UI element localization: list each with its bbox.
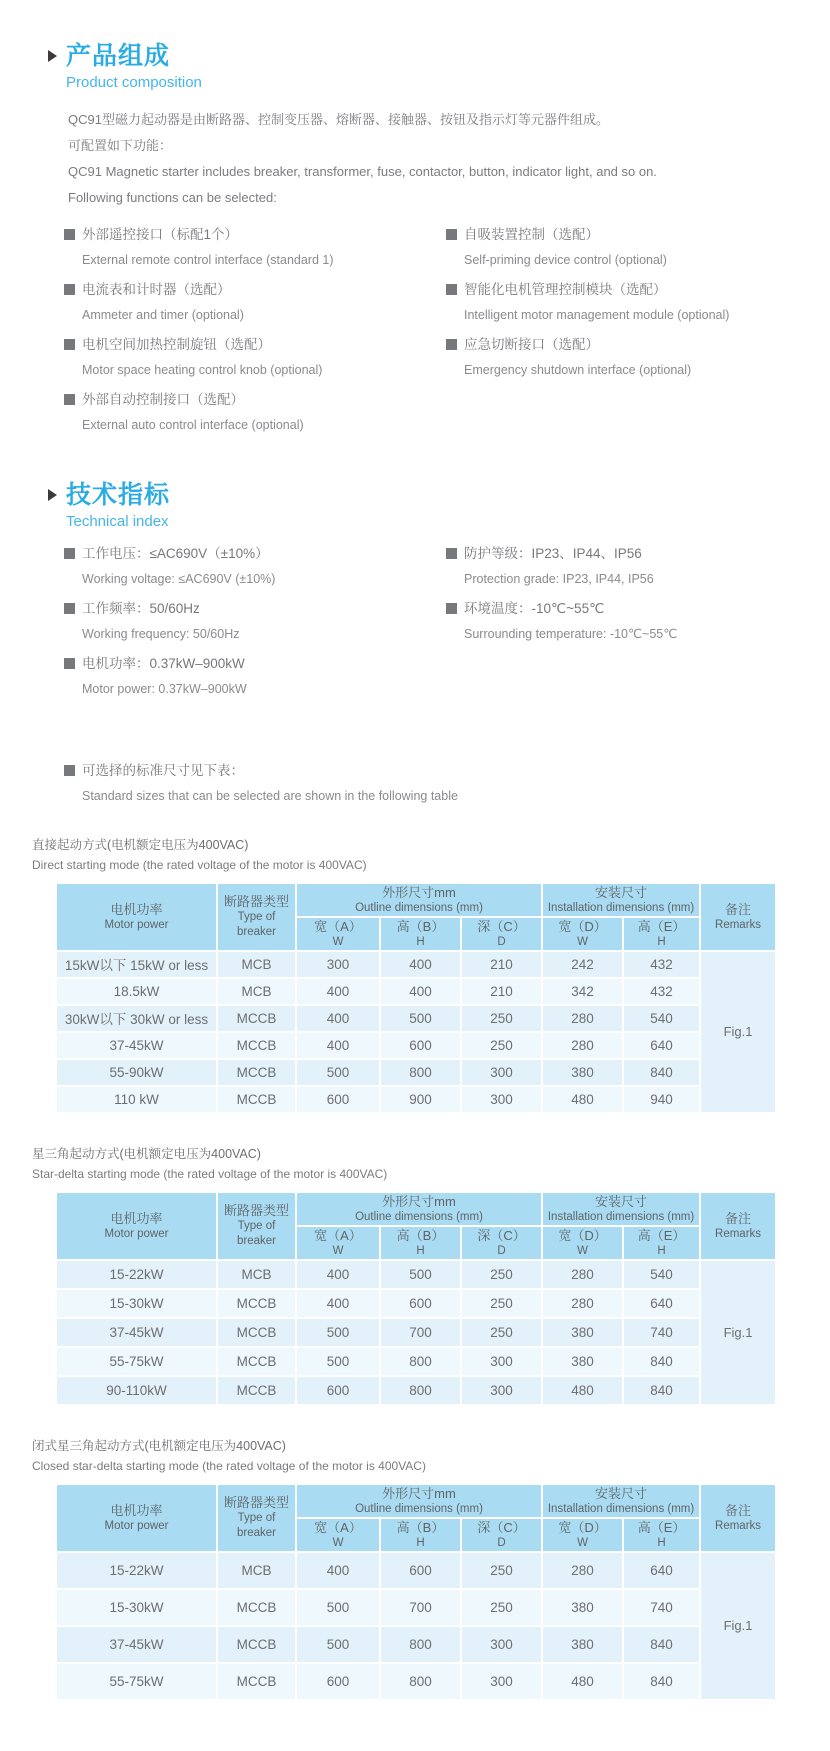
header-breaker-type: 断路器类型 Type of breaker bbox=[217, 1484, 296, 1552]
table-cell: 280 bbox=[542, 1552, 623, 1589]
table-cell: 15kW以下 15kW or less bbox=[56, 951, 217, 978]
spec-item bbox=[64, 544, 446, 588]
table-cell: 280 bbox=[542, 1289, 623, 1318]
table-cell: MCCB bbox=[217, 1059, 296, 1086]
table-cell: 250 bbox=[461, 1589, 542, 1626]
table-cell: 600 bbox=[380, 1032, 461, 1059]
intro-line: Following functions can be selected: bbox=[68, 189, 277, 205]
header-height-b: 高（B） H bbox=[380, 917, 461, 951]
header-outline-dimensions: 外形尺寸mm Outline dimensions (mm) bbox=[296, 883, 542, 917]
feature-column-right bbox=[446, 225, 780, 445]
triangle-bullet-icon bbox=[48, 489, 57, 501]
table-cell: 380 bbox=[542, 1059, 623, 1086]
table-cell: 600 bbox=[296, 1663, 380, 1700]
dimension-table-star-delta bbox=[55, 1191, 777, 1406]
table-cell: MCCB bbox=[217, 1005, 296, 1032]
table-cell: MCCB bbox=[217, 1589, 296, 1626]
table-cell: 840 bbox=[623, 1663, 700, 1700]
table-cell: 600 bbox=[296, 1376, 380, 1405]
feature-zh: 外部遥控接口（标配1个） bbox=[82, 226, 239, 242]
table-cell: 400 bbox=[296, 1289, 380, 1318]
header-width-a: 宽（A） W bbox=[296, 1226, 380, 1260]
table-header bbox=[56, 1192, 776, 1260]
table-cell: 380 bbox=[542, 1318, 623, 1347]
spec-item bbox=[446, 544, 780, 588]
table-header bbox=[56, 1484, 776, 1552]
header-outline-dimensions: 外形尺寸mm Outline dimensions (mm) bbox=[296, 1484, 542, 1518]
section-table-direct bbox=[32, 835, 780, 1114]
spec-item bbox=[64, 599, 446, 643]
table-cell: 55-90kW bbox=[56, 1059, 217, 1086]
table-cell: 640 bbox=[623, 1289, 700, 1318]
header-width-d: 宽（D） W bbox=[542, 917, 623, 951]
header-depth-c: 深（C） D bbox=[461, 1226, 542, 1260]
table-row bbox=[56, 1318, 776, 1347]
table-cell: MCCB bbox=[217, 1086, 296, 1113]
table-cell: 400 bbox=[296, 1032, 380, 1059]
table-cell: 800 bbox=[380, 1376, 461, 1405]
table-caption-zh: 星三角起动方式(电机额定电压为400VAC) bbox=[32, 1146, 261, 1161]
feature-item bbox=[64, 390, 446, 434]
table-row bbox=[56, 978, 776, 1005]
table-cell: 500 bbox=[296, 1059, 380, 1086]
spec-zh: 电机功率：0.37kW–900kW bbox=[82, 655, 245, 671]
table-row bbox=[56, 1663, 776, 1700]
spec-zh: 工作电压：≤AC690V（±10%） bbox=[82, 545, 269, 561]
table-cell: 600 bbox=[296, 1086, 380, 1113]
feature-zh: 智能化电机管理控制模块（选配） bbox=[464, 281, 667, 297]
feature-en: External auto control interface (optional) bbox=[82, 417, 304, 432]
triangle-bullet-icon bbox=[48, 50, 57, 62]
table-cell: 15-30kW bbox=[56, 1589, 217, 1626]
feature-item bbox=[446, 335, 780, 379]
square-bullet-icon bbox=[64, 394, 75, 405]
section-title-zh: 产品组成 bbox=[66, 42, 171, 70]
table-cell: 432 bbox=[623, 978, 700, 1005]
feature-list bbox=[64, 225, 780, 445]
table-cell: 380 bbox=[542, 1589, 623, 1626]
table-cell: 400 bbox=[296, 1260, 380, 1289]
table-cell: 15-22kW bbox=[56, 1260, 217, 1289]
table-row bbox=[56, 1376, 776, 1405]
feature-en: Emergency shutdown interface (optional) bbox=[464, 362, 692, 377]
table-cell: 280 bbox=[542, 1260, 623, 1289]
table-cell: 380 bbox=[542, 1626, 623, 1663]
square-bullet-icon bbox=[446, 229, 457, 240]
table-cell: 740 bbox=[623, 1589, 700, 1626]
square-bullet-icon bbox=[64, 658, 75, 669]
feature-zh: 自吸装置控制（选配） bbox=[464, 226, 599, 242]
table-cell: 500 bbox=[380, 1005, 461, 1032]
table-cell: MCCB bbox=[217, 1376, 296, 1405]
section-title-zh: 技术指标 bbox=[66, 480, 171, 509]
header-height-e: 高（E） H bbox=[623, 917, 700, 951]
table-cell: 250 bbox=[461, 1318, 542, 1347]
table-cell: 500 bbox=[296, 1589, 380, 1626]
intro-line: QC91型磁力起动器是由断路器、控制变压器、熔断器、接触器、按钮及指示灯等元器件组成。 bbox=[68, 111, 609, 127]
table-cell: 400 bbox=[380, 978, 461, 1005]
feature-item bbox=[64, 335, 446, 379]
table-body bbox=[56, 951, 776, 1113]
header-breaker-type: 断路器类型 Type of breaker bbox=[217, 1192, 296, 1260]
table-cell: 940 bbox=[623, 1086, 700, 1113]
table-cell: MCB bbox=[217, 951, 296, 978]
feature-en: Intelligent motor management module (optional) bbox=[464, 307, 730, 322]
header-installation-dimensions: 安装尺寸 Installation dimensions (mm) bbox=[542, 1484, 700, 1518]
spec-column-left bbox=[64, 544, 446, 709]
header-depth-c: 深（C） D bbox=[461, 917, 542, 951]
table-cell: 210 bbox=[461, 978, 542, 1005]
table-row bbox=[56, 951, 776, 978]
table-cell: MCB bbox=[217, 1260, 296, 1289]
sizes-note-zh: 可选择的标准尺寸见下表： bbox=[82, 762, 244, 778]
table-cell: 400 bbox=[296, 978, 380, 1005]
square-bullet-icon bbox=[64, 765, 75, 776]
section-title-en: Product composition bbox=[66, 73, 202, 91]
header-width-d: 宽（D） W bbox=[542, 1518, 623, 1552]
table-cell: 700 bbox=[380, 1589, 461, 1626]
table-cell: 600 bbox=[380, 1289, 461, 1318]
table-row bbox=[56, 1626, 776, 1663]
spec-zh: 环境温度：-10℃~55℃ bbox=[464, 600, 605, 616]
table-cell: 110 kW bbox=[56, 1086, 217, 1113]
spec-en: Surrounding temperature: -10℃~55℃ bbox=[464, 626, 678, 641]
table-body bbox=[56, 1552, 776, 1700]
table-cell: 300 bbox=[461, 1663, 542, 1700]
table-cell: 800 bbox=[380, 1626, 461, 1663]
header-height-b: 高（B） H bbox=[380, 1518, 461, 1552]
square-bullet-icon bbox=[446, 548, 457, 559]
table-cell: 500 bbox=[296, 1318, 380, 1347]
spec-item bbox=[446, 599, 780, 643]
table-cell: 840 bbox=[623, 1059, 700, 1086]
table-cell: 400 bbox=[380, 951, 461, 978]
table-cell: 300 bbox=[296, 951, 380, 978]
table-row bbox=[56, 1005, 776, 1032]
section-title-row bbox=[48, 481, 780, 510]
table-cell: 300 bbox=[461, 1059, 542, 1086]
table-cell: 740 bbox=[623, 1318, 700, 1347]
header-height-e: 高（E） H bbox=[623, 1226, 700, 1260]
square-bullet-icon bbox=[64, 339, 75, 350]
table-cell: 400 bbox=[296, 1005, 380, 1032]
table-row bbox=[56, 1032, 776, 1059]
table-cell: 840 bbox=[623, 1626, 700, 1663]
table-cell: 640 bbox=[623, 1552, 700, 1589]
header-width-a: 宽（A） W bbox=[296, 917, 380, 951]
spec-column-right bbox=[446, 544, 780, 709]
section-product-composition bbox=[48, 42, 780, 445]
table-cell: MCB bbox=[217, 978, 296, 1005]
header-remarks: 备注 Remarks bbox=[700, 1192, 776, 1260]
table-caption-en: Closed star-delta starting mode (the rated voltage of the motor is 400VAC) bbox=[32, 1458, 426, 1473]
square-bullet-icon bbox=[64, 603, 75, 614]
table-row bbox=[56, 1059, 776, 1086]
table-cell: MCCB bbox=[217, 1663, 296, 1700]
table-cell: 700 bbox=[380, 1318, 461, 1347]
section-table-closed-star-delta bbox=[32, 1436, 780, 1701]
feature-column-left bbox=[64, 225, 446, 445]
header-height-e: 高（E） H bbox=[623, 1518, 700, 1552]
table-caption-en: Star-delta starting mode (the rated voltage of the motor is 400VAC) bbox=[32, 1166, 388, 1181]
table-cell: 37-45kW bbox=[56, 1626, 217, 1663]
spec-en: Protection grade: IP23, IP44, IP56 bbox=[464, 571, 654, 586]
table-body bbox=[56, 1260, 776, 1405]
table-cell: 300 bbox=[461, 1376, 542, 1405]
table-cell: 90-110kW bbox=[56, 1376, 217, 1405]
table-cell: 18.5kW bbox=[56, 978, 217, 1005]
table-cell: 480 bbox=[542, 1376, 623, 1405]
table-cell: 480 bbox=[542, 1663, 623, 1700]
table-row bbox=[56, 1589, 776, 1626]
table-row bbox=[56, 1289, 776, 1318]
feature-item bbox=[64, 280, 446, 324]
table-cell: MCCB bbox=[217, 1347, 296, 1376]
square-bullet-icon bbox=[64, 229, 75, 240]
table-cell: 300 bbox=[461, 1347, 542, 1376]
spec-en: Working frequency: 50/60Hz bbox=[82, 626, 240, 641]
spec-zh: 工作频率：50/60Hz bbox=[82, 600, 200, 616]
table-cell: 500 bbox=[296, 1347, 380, 1376]
remarks-cell: Fig.1 bbox=[700, 951, 776, 1113]
table-cell: 432 bbox=[623, 951, 700, 978]
header-width-a: 宽（A） W bbox=[296, 1518, 380, 1552]
header-remarks: 备注 Remarks bbox=[700, 1484, 776, 1552]
table-caption-zh: 闭式星三角起动方式(电机额定电压为400VAC) bbox=[32, 1438, 286, 1453]
table-cell: 280 bbox=[542, 1032, 623, 1059]
feature-en: Self-priming device control (optional) bbox=[464, 252, 667, 267]
spec-item bbox=[64, 654, 446, 698]
table-cell: 800 bbox=[380, 1663, 461, 1700]
feature-item bbox=[446, 280, 780, 324]
table-cell: 250 bbox=[461, 1260, 542, 1289]
table-cell: 540 bbox=[623, 1260, 700, 1289]
table-cell: 55-75kW bbox=[56, 1347, 217, 1376]
table-cell: 640 bbox=[623, 1032, 700, 1059]
header-depth-c: 深（C） D bbox=[461, 1518, 542, 1552]
table-cell: 800 bbox=[380, 1059, 461, 1086]
square-bullet-icon bbox=[64, 284, 75, 295]
header-motor-power: 电机功率 Motor power bbox=[56, 1192, 217, 1260]
sizes-note-en: Standard sizes that can be selected are shown in the following table bbox=[82, 788, 458, 803]
table-cell: 37-45kW bbox=[56, 1032, 217, 1059]
table-cell: 250 bbox=[461, 1032, 542, 1059]
table-cell: MCCB bbox=[217, 1318, 296, 1347]
header-remarks: 备注 Remarks bbox=[700, 883, 776, 951]
section-title-en: Technical index bbox=[66, 512, 169, 530]
table-cell: 840 bbox=[623, 1347, 700, 1376]
square-bullet-icon bbox=[446, 284, 457, 295]
table-cell: 400 bbox=[296, 1552, 380, 1589]
table-cell: 840 bbox=[623, 1376, 700, 1405]
feature-zh: 电机空间加热控制旋钮（选配） bbox=[82, 336, 271, 352]
table-cell: 480 bbox=[542, 1086, 623, 1113]
table-cell: 380 bbox=[542, 1347, 623, 1376]
table-cell: 250 bbox=[461, 1289, 542, 1318]
header-motor-power: 电机功率 Motor power bbox=[56, 883, 217, 951]
table-cell: 540 bbox=[623, 1005, 700, 1032]
table-cell: 55-75kW bbox=[56, 1663, 217, 1700]
spec-en: Working voltage: ≤AC690V (±10%) bbox=[82, 571, 276, 586]
table-cell: 600 bbox=[380, 1552, 461, 1589]
table-cell: MCCB bbox=[217, 1289, 296, 1318]
table-cell: MCB bbox=[217, 1552, 296, 1589]
table-header bbox=[56, 883, 776, 951]
remarks-cell: Fig.1 bbox=[700, 1260, 776, 1405]
feature-en: Motor space heating control knob (optional) bbox=[82, 362, 323, 377]
table-row bbox=[56, 1086, 776, 1113]
table-caption-en: Direct starting mode (the rated voltage of the motor is 400VAC) bbox=[32, 857, 367, 872]
header-installation-dimensions: 安装尺寸 Installation dimensions (mm) bbox=[542, 883, 700, 917]
sizes-note bbox=[64, 761, 780, 805]
table-cell: 250 bbox=[461, 1552, 542, 1589]
table-row bbox=[56, 1347, 776, 1376]
table-cell: 300 bbox=[461, 1626, 542, 1663]
feature-item bbox=[64, 225, 446, 269]
table-cell: 37-45kW bbox=[56, 1318, 217, 1347]
table-cell: 800 bbox=[380, 1347, 461, 1376]
dimension-table-direct bbox=[55, 882, 777, 1114]
table-cell: 900 bbox=[380, 1086, 461, 1113]
table-cell: 242 bbox=[542, 951, 623, 978]
table-row bbox=[56, 1552, 776, 1589]
square-bullet-icon bbox=[446, 339, 457, 350]
table-cell: 210 bbox=[461, 951, 542, 978]
intro-paragraphs bbox=[68, 107, 780, 211]
table-cell: 300 bbox=[461, 1086, 542, 1113]
table-cell: 15-22kW bbox=[56, 1552, 217, 1589]
header-breaker-type: 断路器类型 Type of breaker bbox=[217, 883, 296, 951]
spec-zh: 防护等级：IP23、IP44、IP56 bbox=[464, 545, 642, 561]
table-cell: 15-30kW bbox=[56, 1289, 217, 1318]
header-height-b: 高（B） H bbox=[380, 1226, 461, 1260]
table-cell: MCCB bbox=[217, 1032, 296, 1059]
table-cell: 280 bbox=[542, 1005, 623, 1032]
feature-zh: 电流表和计时器（选配） bbox=[82, 281, 231, 297]
feature-item bbox=[446, 225, 780, 269]
section-title-row bbox=[48, 42, 780, 71]
feature-zh: 应急切断接口（选配） bbox=[464, 336, 599, 352]
section-technical-index bbox=[48, 481, 780, 805]
header-width-d: 宽（D） W bbox=[542, 1226, 623, 1260]
feature-en: Ammeter and timer (optional) bbox=[82, 307, 244, 322]
table-cell: 500 bbox=[380, 1260, 461, 1289]
section-table-star-delta bbox=[32, 1144, 780, 1406]
intro-line: QC91 Magnetic starter includes breaker, transformer, fuse, contactor, button, indicator light, and so on. bbox=[68, 163, 657, 179]
table-cell: 250 bbox=[461, 1005, 542, 1032]
square-bullet-icon bbox=[64, 548, 75, 559]
header-motor-power: 电机功率 Motor power bbox=[56, 1484, 217, 1552]
table-row bbox=[56, 1260, 776, 1289]
feature-en: External remote control interface (standard 1) bbox=[82, 252, 334, 267]
remarks-cell: Fig.1 bbox=[700, 1552, 776, 1700]
table-caption-zh: 直接起动方式(电机额定电压为400VAC) bbox=[32, 837, 249, 852]
table-cell: 30kW以下 30kW or less bbox=[56, 1005, 217, 1032]
square-bullet-icon bbox=[446, 603, 457, 614]
header-outline-dimensions: 外形尺寸mm Outline dimensions (mm) bbox=[296, 1192, 542, 1226]
table-cell: 342 bbox=[542, 978, 623, 1005]
spec-en: Motor power: 0.37kW–900kW bbox=[82, 681, 247, 696]
feature-zh: 外部自动控制接口（选配） bbox=[82, 391, 244, 407]
table-cell: 500 bbox=[296, 1626, 380, 1663]
dimension-table-closed-star-delta bbox=[55, 1483, 777, 1701]
table-cell: MCCB bbox=[217, 1626, 296, 1663]
spec-list bbox=[64, 544, 780, 709]
header-installation-dimensions: 安装尺寸 Installation dimensions (mm) bbox=[542, 1192, 700, 1226]
intro-line: 可配置如下功能： bbox=[68, 137, 173, 153]
